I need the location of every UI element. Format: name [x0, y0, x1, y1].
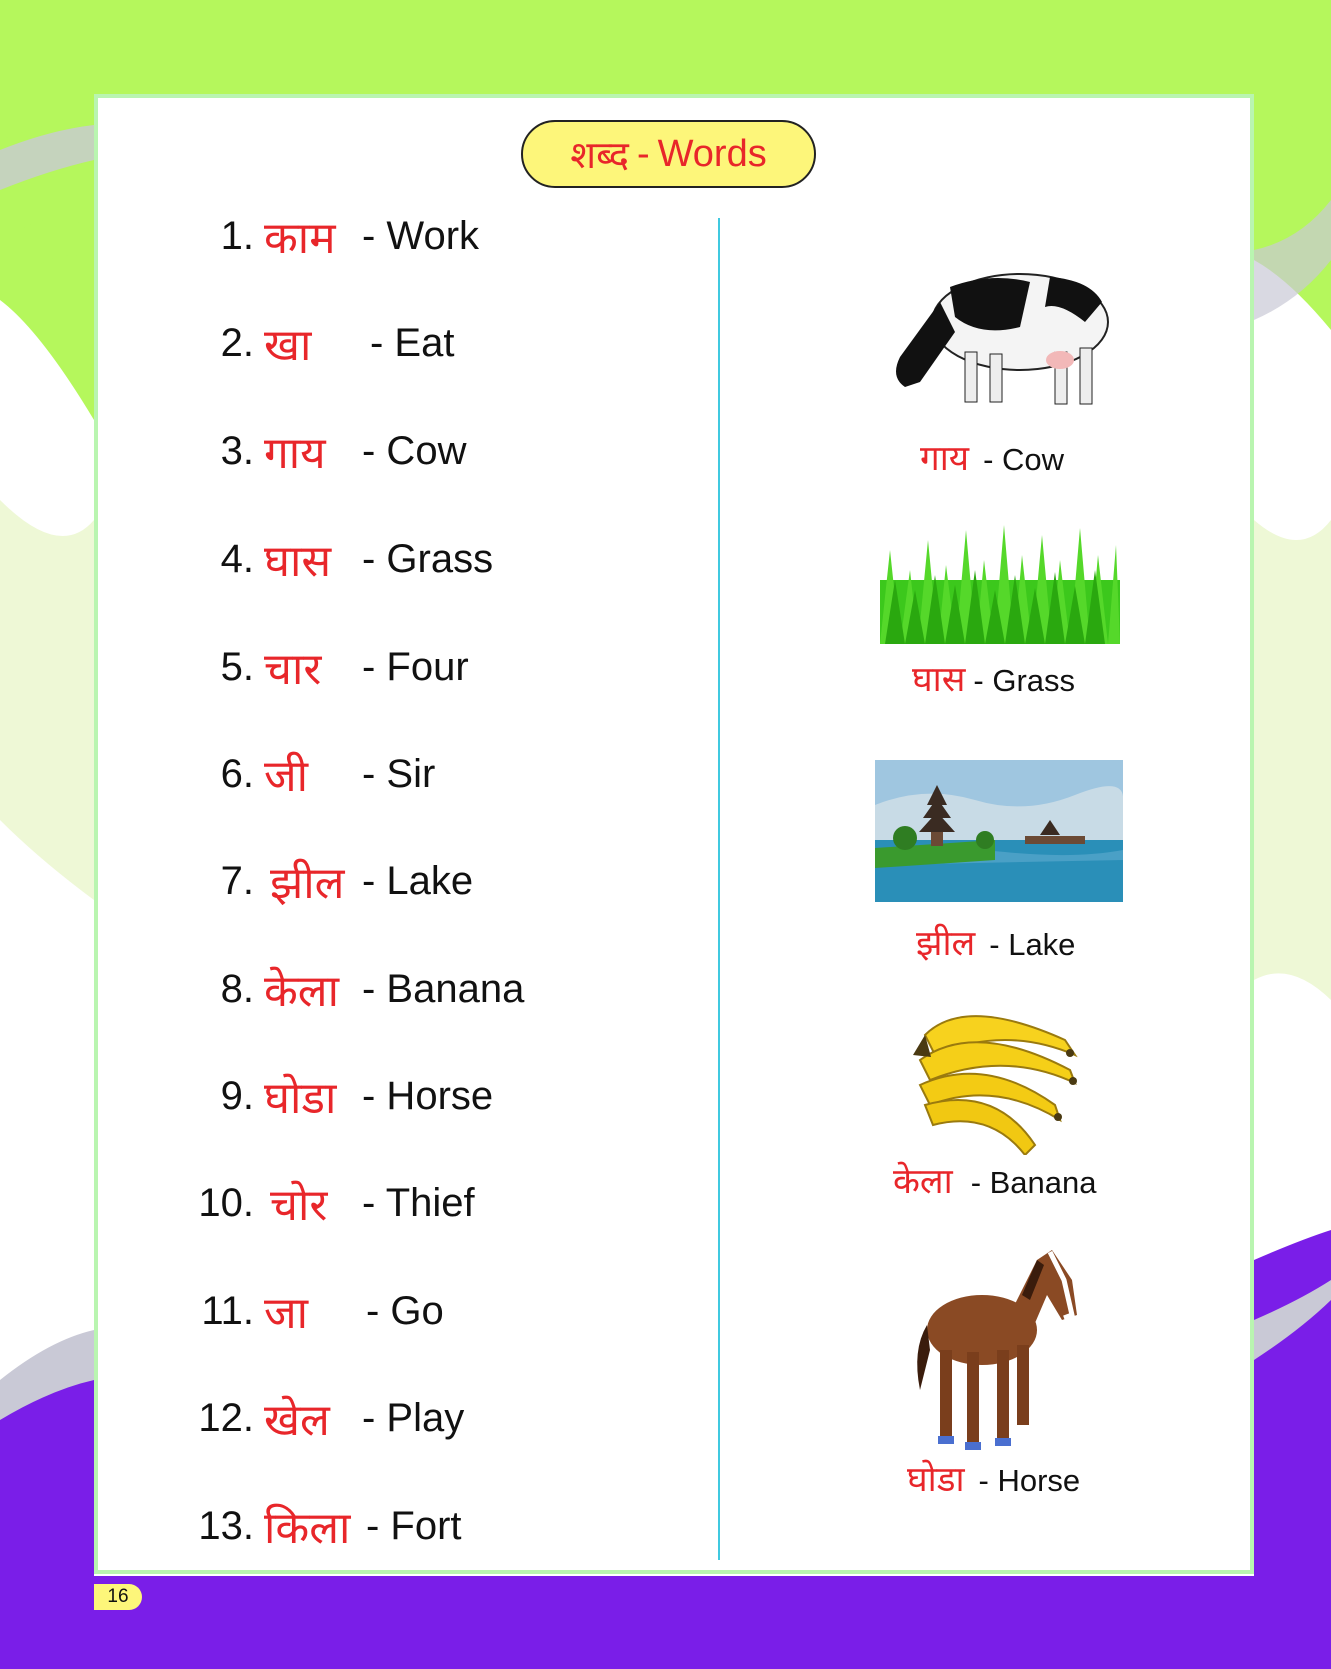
- word-english: - Thief: [362, 1180, 475, 1225]
- grass-image: [880, 520, 1120, 644]
- word-hindi: जी: [264, 752, 309, 801]
- word-hindi: जा: [264, 1289, 309, 1338]
- word-english: - Work: [362, 213, 480, 258]
- word-english: - Sir: [362, 751, 436, 796]
- word-hindi: खा: [264, 321, 312, 370]
- word-english: - Banana: [362, 966, 525, 1011]
- word-number: 11.: [201, 1288, 254, 1333]
- banana-image: [905, 995, 1090, 1155]
- word-number: 10.: [198, 1180, 254, 1225]
- word-english: - Go: [366, 1288, 444, 1333]
- word-number: 12.: [198, 1395, 254, 1440]
- caption-hindi: घास: [912, 660, 966, 699]
- word-hindi: घास: [264, 537, 332, 586]
- word-english: - Eat: [370, 320, 455, 365]
- lake-image: [875, 760, 1123, 902]
- word-number: 8.: [220, 966, 254, 1011]
- caption-english: - Horse: [978, 1463, 1081, 1498]
- title-english: Words: [657, 132, 767, 175]
- caption-english: - Grass: [973, 663, 1076, 698]
- caption-english: - Lake: [989, 927, 1076, 962]
- word-number: 7.: [220, 858, 254, 903]
- word-number: 13.: [198, 1503, 254, 1548]
- caption-english: - Banana: [970, 1165, 1097, 1200]
- word-english: - Play: [362, 1395, 465, 1440]
- word-hindi: चार: [264, 645, 322, 694]
- word-english: - Horse: [362, 1073, 494, 1118]
- horse-image: [912, 1240, 1087, 1455]
- word-english: - Four: [362, 644, 469, 689]
- word-hindi: किला: [264, 1504, 351, 1553]
- cow-image: [880, 242, 1120, 418]
- word-number: 9.: [220, 1073, 254, 1118]
- caption-banana: [893, 1157, 1097, 1204]
- caption-horse: [907, 1455, 1080, 1502]
- column-divider: [718, 218, 720, 1560]
- word-hindi: गाय: [264, 429, 326, 478]
- title-separator: -: [636, 132, 650, 175]
- word-hindi: खेल: [264, 1396, 330, 1445]
- word-number: 6.: [220, 751, 254, 796]
- word-number: 5.: [220, 644, 254, 689]
- caption-hindi: केला: [893, 1162, 953, 1201]
- caption-cow: [920, 434, 1064, 481]
- word-hindi: घोडा: [264, 1074, 337, 1123]
- page-number: 16: [94, 1584, 142, 1610]
- word-hindi: काम: [264, 214, 336, 263]
- page-title: [521, 120, 816, 188]
- caption-hindi: झील: [916, 924, 976, 963]
- word-hindi: झील: [270, 859, 345, 908]
- word-number: 2.: [220, 320, 254, 365]
- word-number: 4.: [220, 536, 254, 581]
- word-hindi: चोर: [270, 1181, 328, 1230]
- word-english: - Fort: [366, 1503, 462, 1548]
- word-english: - Lake: [362, 858, 474, 903]
- caption-grass: [912, 655, 1075, 702]
- word-hindi: केला: [264, 967, 340, 1016]
- caption-english: - Cow: [983, 442, 1065, 477]
- word-english: - Cow: [362, 428, 467, 473]
- word-number: 1.: [220, 213, 254, 258]
- word-english: - Grass: [362, 536, 494, 581]
- caption-lake: [916, 919, 1075, 966]
- caption-hindi: गाय: [920, 439, 970, 478]
- caption-hindi: घोडा: [907, 1460, 965, 1499]
- title-hindi: शब्द: [570, 135, 629, 177]
- word-number: 3.: [220, 428, 254, 473]
